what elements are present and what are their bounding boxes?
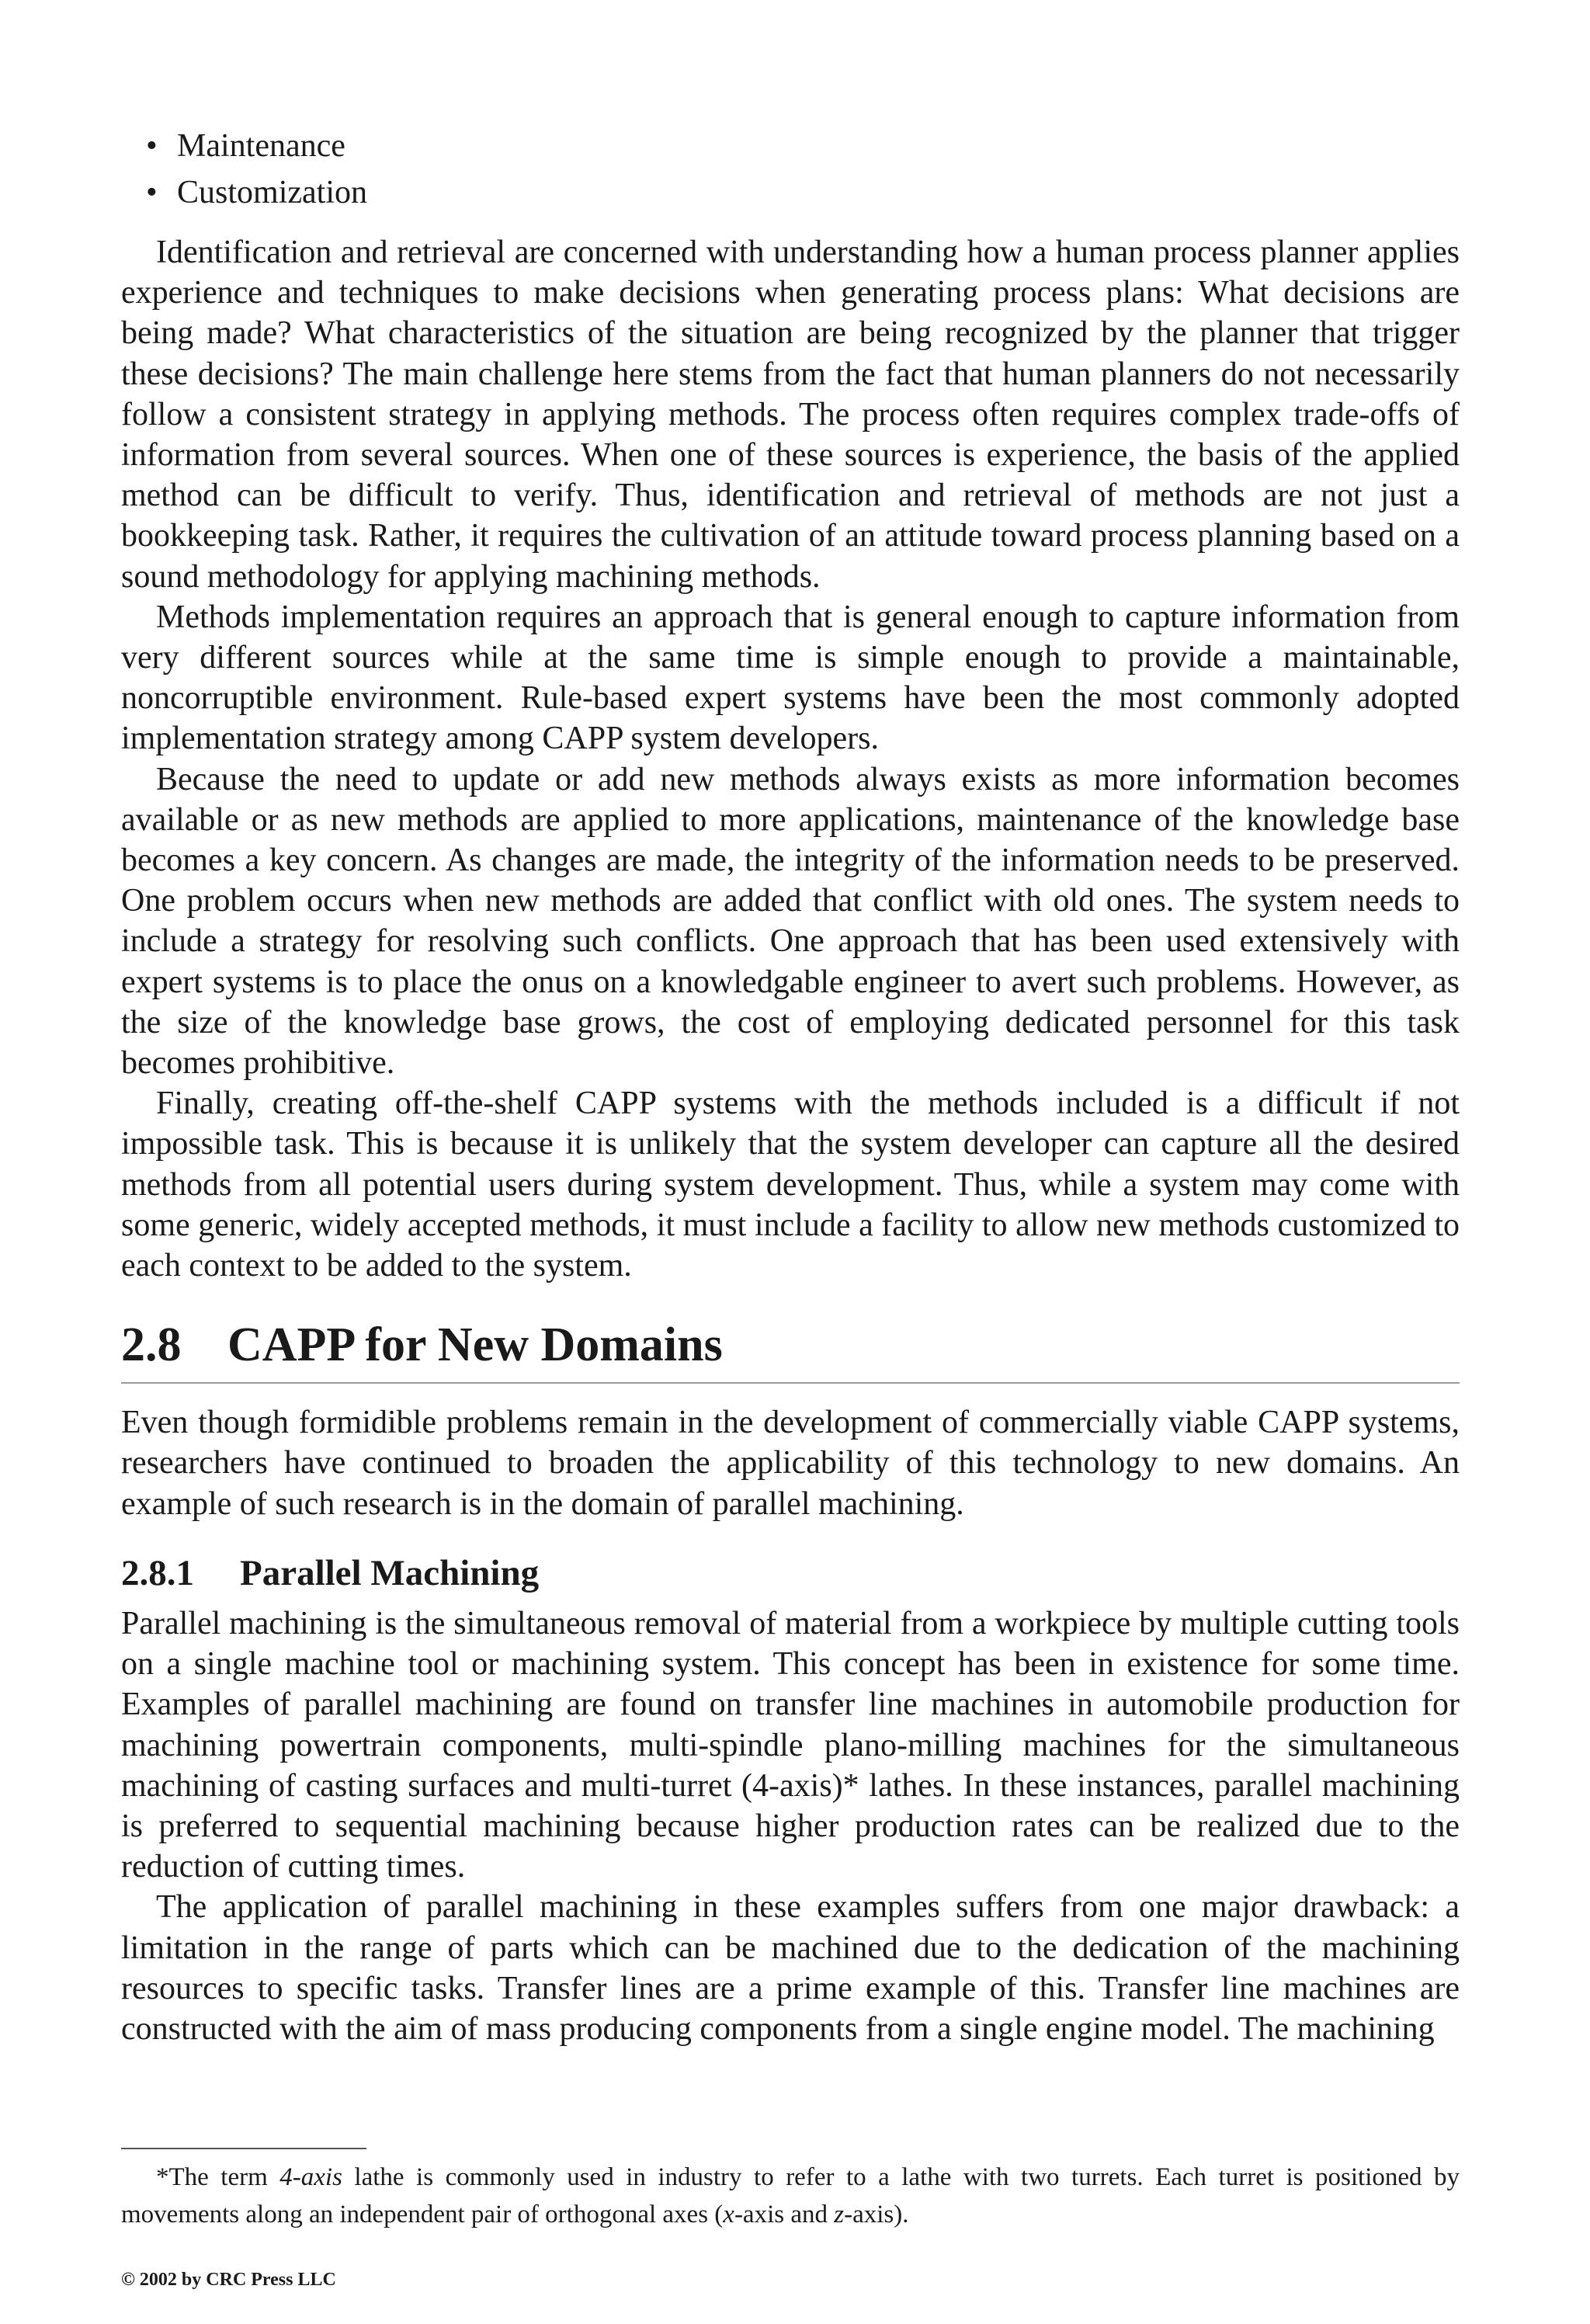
paragraph-identification: Identification and retrieval are concerned with understanding how a human process planner applies experience and techniques to make decisions when generating process plans: What decisions are being made? What characteristics of the situation are being recognized by the planner that trigger these decisions? The main challenge here stems from the fact that human planners do not necessarily follow a consistent strategy in applying methods. The process often requires complex trade-offs of information from several sources. When one of these sources is experience, the basis of the applied method can be difficult to verify. Thus, identification and retrieval of methods are not just a bookkeeping task. Rather, it requires the cultivation of an attitude toward process planning based on a sound methodology for applying machining methods. [121,234,1460,595]
subsection-heading [121,1551,1460,1596]
section-number: 2.8 [121,1318,182,1372]
footnote: *The term 4-axis lathe is commonly used in industry to refer to a lathe with two turrets. Each turret is positioned by movements along an independent pair of orthogonal axes (x-axis and z-axis). [121,2163,1460,2228]
copyright-notice: © 2002 by CRC Press LLC [121,2270,336,2290]
bullet-list [121,123,1460,216]
paragraph-parallel-machining: Parallel machining is the simultaneous removal of material from a workpiece by multiple cutting tools on a single machine tool or machining system. This concept has been in existence for some time. Examples of parallel machining are found on transfer line machines in automobile production for machining powertrain components, multi-spindle plano-milling machines for the simultaneous machining of casting surfaces and multi-turret (4-axis)* lathes. In these instances, parallel machining is preferred to sequential machining because higher production rates can be realized due to the reduction of cutting times. [121,1605,1460,1885]
paragraph-customization: Finally, creating off-the-shelf CAPP systems with the methods included is a difficult if not impossible task. This is because it is unlikely that the system developer can capture all the desired methods from all potential users during system development. Thus, while a system may come with some generic, widely accepted methods, it must include a facility to allow new methods customized to each context to be added to the system. [121,1086,1460,1284]
paragraph-maintenance: Because the need to update or add new methods always exists as more information becomes available or as new methods are applied to more applications, maintenance of the knowledge base becomes a key concern. As changes are made, the integrity of the information needs to be preserved. One problem occurs when new methods are added that conflict with old ones. The system needs to include a strategy for resolving such conflicts. One approach that has been used extensively with expert systems is to place the onus on a knowledgable engineer to avert such problems. However, as the size of the knowledge base grows, the cost of employing dedicated personnel for this task becomes prohibitive. [121,761,1460,1082]
footnote-divider [121,2148,366,2149]
page-body [121,123,1460,2049]
paragraph-implementation: Methods implementation requires an approach that is general enough to capture information from very different sources while at the same time is simple enough to provide a maintainable, noncorruptible environment. Rule-based expert systems have been the most commonly adopted implementation strategy among CAPP system developers. [121,599,1460,757]
subsection-number: 2.8.1 [121,1552,194,1593]
section-title: CAPP for New Domains [227,1318,723,1372]
subsection-title: Parallel Machining [240,1552,540,1593]
footnote-term: 4-axis [279,2163,342,2191]
bullet-item: • Maintenance [177,123,1460,169]
bullet-item: • Customization [177,169,1460,216]
section-intro-paragraph: Even though formidible problems remain in the development of commercially viable CAPP systems, researchers have continued to broaden the applicability of this technology to new domains. An example of such research is in the domain of parallel machining. [121,1405,1460,1522]
paragraph-drawback: The application of parallel machining in these examples suffers from one major drawback: a limitation in the range of parts which can be machined due to the dedication of the machining resources to specific tasks. Transfer lines are a prime example of this. Transfer line machines are constructed with the aim of mass producing components from a single engine model. The machining [121,1889,1460,2047]
section-heading [121,1317,1460,1384]
